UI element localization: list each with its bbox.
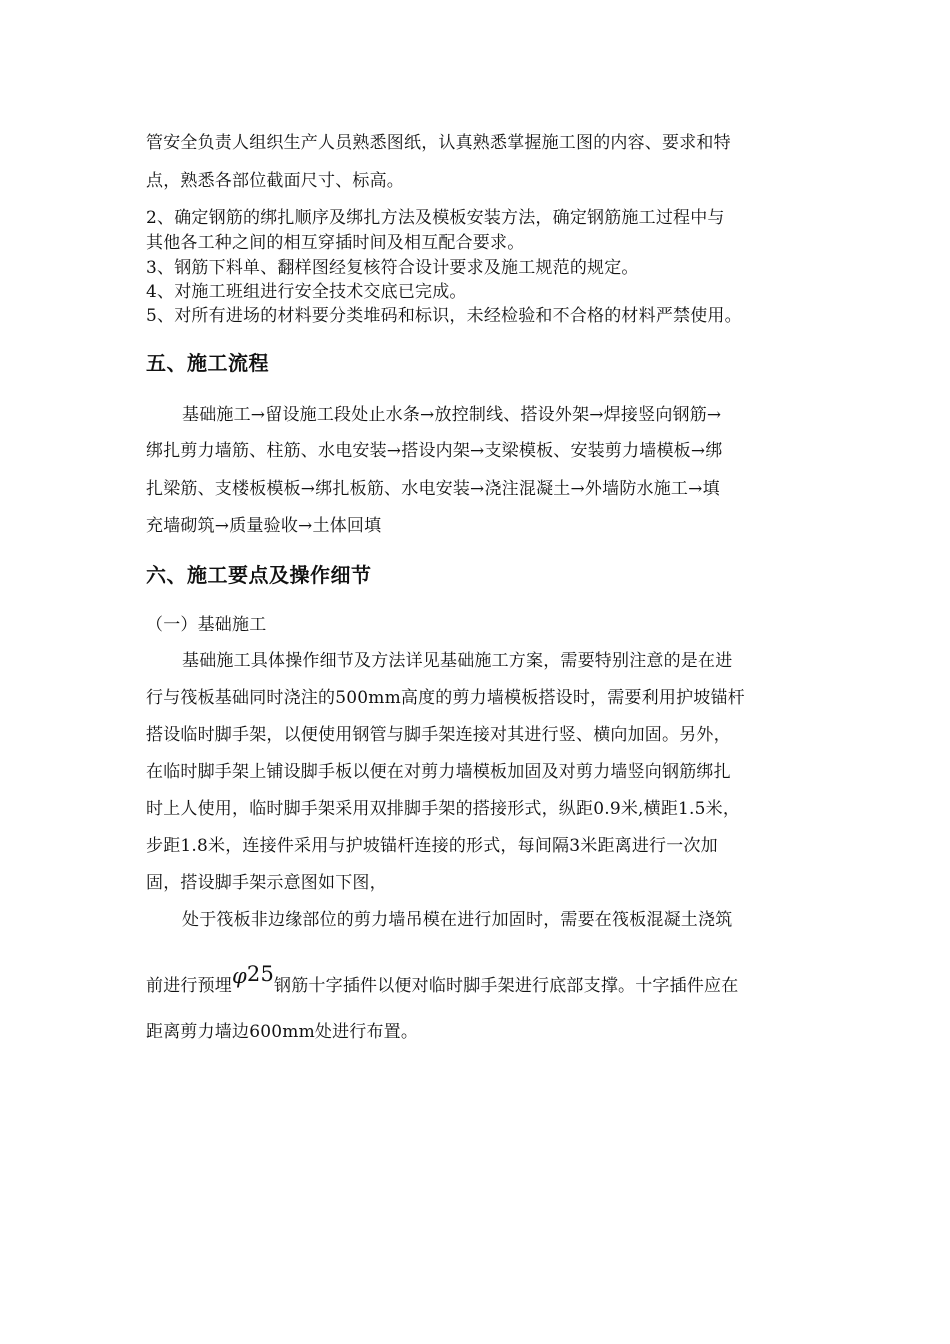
phi-symbol: φ xyxy=(232,964,247,988)
section-6-last-line: 距离剪力墙边600mm处进行布置。 xyxy=(146,1022,419,1042)
section-5-title: 五、施工流程 xyxy=(146,351,269,375)
section-5-line-3: 扎梁筋、支楼板模板→绑扎板筋、水电安装→浇注混凝土→外墙防水施工→填 xyxy=(146,479,720,499)
prep-item-3: 3、钢筋下料单、翻样图经复核符合设计要求及施工规范的规定。 xyxy=(146,258,639,278)
rebar-diameter: 25 xyxy=(246,962,275,986)
section-6-line-2: 行与筏板基础同时浇注的500mm高度的剪力墙模板搭设时，需要利用护坡锚杆 xyxy=(146,688,745,708)
section-6-line-6: 步距1.8米，连接件采用与护坡锚杆连接的形式，每间隔3米距离进行一次加 xyxy=(146,836,718,856)
section-6-embed-line xyxy=(146,962,739,996)
section-5-line-4: 充墙砌筑→质量验收→土体回填 xyxy=(146,516,382,536)
section-6-line-8: 处于筏板非边缘部位的剪力墙吊模在进行加固时，需要在筏板混凝土浇筑 xyxy=(182,910,733,930)
intro-line-1: 管安全负责人组织生产人员熟悉图纸，认真熟悉掌握施工图的内容、要求和特 xyxy=(146,133,731,153)
section-6-line-5: 时上人使用，临时脚手架采用双排脚手架的搭接形式，纵距0.9米,横距1.5米， xyxy=(146,799,741,819)
prep-item-2-line-1: 2、确定钢筋的绑扎顺序及绑扎方法及模板安装方法，确定钢筋施工过程中与 xyxy=(146,208,725,228)
intro-line-2: 点，熟悉各部位截面尺寸、标高。 xyxy=(146,171,404,191)
embed-before: 前进行预埋 xyxy=(146,976,232,996)
prep-item-5: 5、对所有进场的材料要分类堆码和标识，未经检验和不合格的材料严禁使用。 xyxy=(146,306,742,326)
prep-item-2-line-2: 其他各工种之间的相互穿插时间及相互配合要求。 xyxy=(146,233,525,253)
section-6-line-1: 基础施工具体操作细节及方法详见基础施工方案，需要特别注意的是在进 xyxy=(182,651,733,671)
section-6-title: 六、施工要点及操作细节 xyxy=(146,563,372,587)
embed-after: 钢筋十字插件以便对临时脚手架进行底部支撑。十字插件应在 xyxy=(274,976,739,996)
section-6-subtitle: （一）基础施工 xyxy=(146,615,267,635)
prep-item-4: 4、对施工班组进行安全技术交底已完成。 xyxy=(146,282,467,302)
section-6-line-7: 固，搭设脚手架示意图如下图， xyxy=(146,873,387,893)
section-5-line-1: 基础施工→留设施工段处止水条→放控制线、搭设外架→焊接竖向钢筋→ xyxy=(182,405,722,425)
section-6-line-3: 搭设临时脚手架，以便使用钢管与脚手架连接对其进行竖、横向加固。另外， xyxy=(146,725,731,745)
section-6-line-4: 在临时脚手架上铺设脚手板以便在对剪力墙模板加固及对剪力墙竖向钢筋绑扎 xyxy=(146,762,731,782)
section-5-line-2: 绑扎剪力墙筋、柱筋、水电安装→搭设内架→支梁模板、安装剪力墙模板→绑 xyxy=(146,441,723,461)
